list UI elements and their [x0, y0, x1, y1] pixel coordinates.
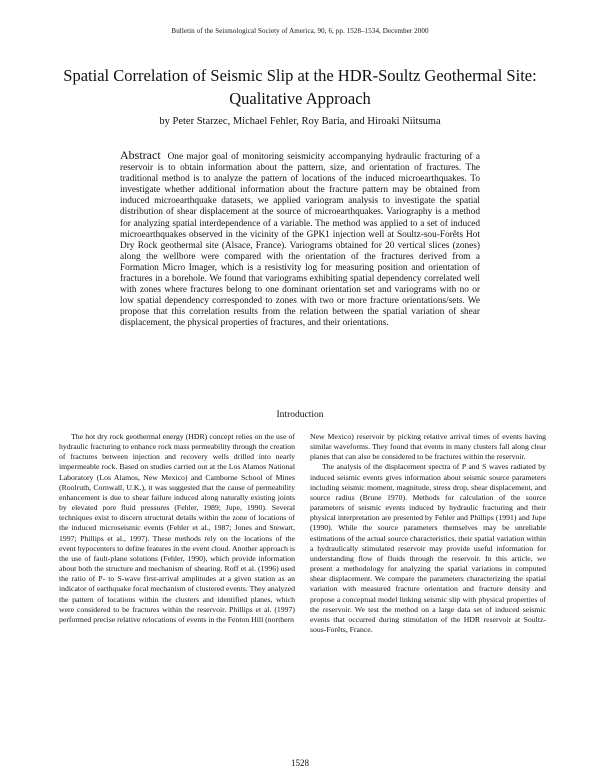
title-line-1: Spatial Correlation of Seismic Slip at the HDR-Soultz Geothermal Site:: [63, 66, 537, 85]
right-column: [310, 432, 546, 635]
abstract: [120, 150, 480, 330]
abstract-label: Abstract: [120, 148, 161, 162]
title-line-2: Qualitative Approach: [229, 89, 371, 108]
paragraph: The hot dry rock geothermal energy (HDR) concept relies on the use of hydraulic fracturing to enhance rock mass permeability through the creation of fractures between injection and recovery wells drilled into nearly impermeable rock. Based on studies carried out at the Los Alamos National Laboratory (Los Alamos, New Mexico) and Camborne School of Mines (Roolruth, Cornwall, U.K.), it was suggested that the cause of permeability enhancement is due to shear failure induced along naturally existing joints by elevated pore fluid pressures (Fehler, 1989; Jupe, 1990). Several techniques exist to discern structural details within the zone of locations of the induced microseismic events (Fehler et al., 1987; Jones and Stewart, 1997; Phillips et al., 1997). These methods rely on the locations of the event hypocenters to define features in the event cloud. Another approach is the use of fault-plane solutions (Fehler, 1990), which provide information about both the structure and mechanism of shearing. Roff et al. (1996) used the ratio of P- to S-wave first-arrival amplitudes at a given station as an indicator of earthquake focal mechanism of clustered events. They analyzed the pattern of locations within the clusters and identified planes, which were considered to be fractures within the reservoir. Phillips et al. (1997) performed precise relative relocations of events in the Fenton Hill (northern: [59, 432, 295, 624]
author-list: by Peter Starzec, Michael Fehler, Roy Baria, and Hiroaki Niitsuma: [159, 116, 441, 127]
page-number: 1528: [291, 758, 309, 768]
left-column: [59, 432, 295, 625]
section-heading: Introduction: [276, 410, 324, 420]
abstract-text: One major goal of monitoring seismicity accompanying hydraulic fracturing of a reservoir is to obtain information about the pattern, size, and orientation of fractures. The traditional method is to analyze the pattern of locations of the induced microearthquakes. To investigate whether additional information about the fracture pattern may be obtained from induced microearthquake datasets, we applied variogram analysis to investigate the spatial distribution of shear displacement at the source of microearthquakes. Variography is a method for analyzing spatial interdependence of a variable. The method was applied to a set of induced microearthquakes observed in the vicinity of the GPK1 injection well at Soultz-sou-Forêts Hot Dry Rock geothermal site (Alsace, France). Variograms obtained for 20 vertical slices (zones) along the wellbore were compared with the orientation of the fractures derived from a Formation Micro Imager, which is a resistivity log for measuring position and orientation of fractures in a borehole. We found that variograms exhibiting spatial dependency correlated well with zones where fractures belong to one dominant orientation set and variograms with no or low spatial dependency corresponded to zones with two or more fracture orientations/sets. We propose that this correlation results from the relation between the spatial variation of shear displacement, the physical properties of fractures, and their orientations.: [120, 152, 481, 329]
article-title: [40, 64, 560, 110]
running-head: Bulletin of the Seismological Society of America, 90, 6, pp. 1528–1534, December 2000: [171, 27, 429, 35]
paragraph: The analysis of the displacement spectra of P and S waves radiated by induced seismic events gives information about seismic source parameters including seismic moment, magnitude, stress drop, shear displacement, and source radius (Brune 1970). Methods for calculation of the source parameters of seismic events induced by hydraulic fracturing and their physical interpretation are presented by Fehler and Phillips (1991) and Jupe (1990). While the source parameters themselves may be unreliable estimations of the actual source characteristics, their spatial variation within a hydraulically stimulated reservoir may provide useful information for understanding flow of fluids through the reservoir. In this article, we present a methodology for analyzing the spatial variations in computed shear displacement. We compare the parameters characterizing the spatial variation with measured fracture orientation and fracture density and propose a conceptual model linking seismic slip with physical properties of the reservoir. We test the method on a large data set of induced seismic events that occurred during stimulation of the HDR reservoir at Soultz-sous-Forêts, France.: [310, 462, 546, 634]
paragraph: New Mexico) reservoir by picking relative arrival times of events having similar waveforms. They found that events in many clusters fall along clear planes that can also be considered to be fractures within the reservoir.: [310, 432, 546, 462]
